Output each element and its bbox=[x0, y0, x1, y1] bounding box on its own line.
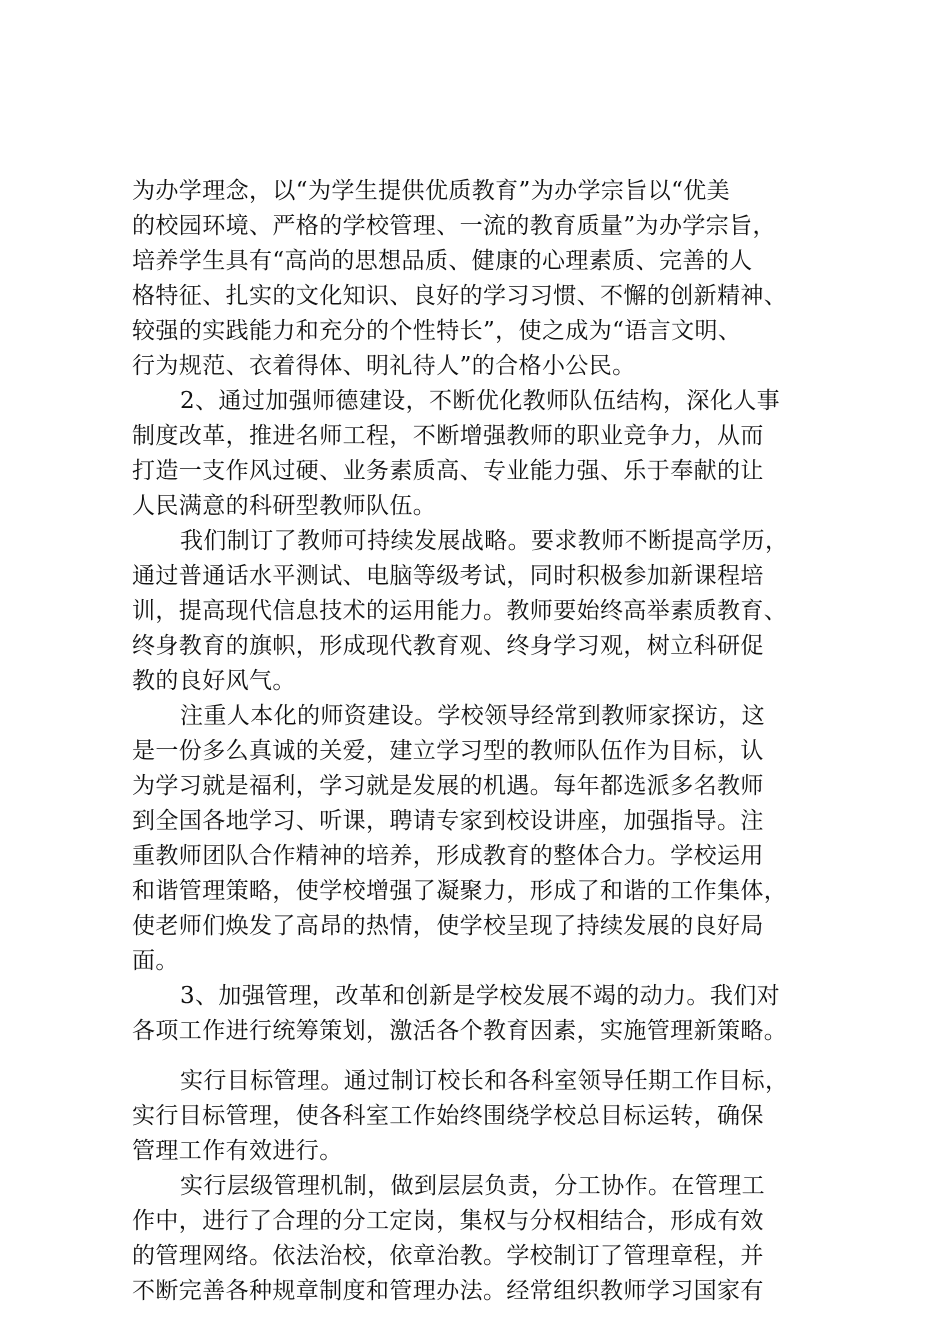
text-line: 为学习就是福利，学习就是发展的机遇。每年都选派多名教师 bbox=[132, 773, 764, 799]
text-line: 的管理网络。依法治校，依章治教。学校制订了管理章程，并 bbox=[132, 1243, 764, 1269]
text-line: 打造一支作风过硬、业务素质高、专业能力强、乐于奉献的让 bbox=[132, 458, 764, 484]
paragraph-start: 2、通过加强师德建设，不断优化教师队伍结构，深化人事 bbox=[180, 388, 781, 414]
text-line: 管理工作有效进行。 bbox=[132, 1138, 343, 1164]
text-line: 作中，进行了合理的分工定岗，集权与分权相结合，形成有效 bbox=[132, 1208, 764, 1234]
paragraph-start: 注重人本化的师资建设。学校领导经常到教师家探访，这 bbox=[180, 703, 765, 729]
text-line: 的校园环境、严格的学校管理、一流的教育质量”为办学宗旨， bbox=[132, 213, 776, 239]
paragraph-start: 实行层级管理机制，做到层层负责，分工协作。在管理工 bbox=[180, 1173, 765, 1199]
paragraph-start: 我们制订了教师可持续发展战略。要求教师不断提高学历， bbox=[180, 528, 789, 554]
text-line: 为办学理念，以“为学生提供优质教育”为办学宗旨以“优美 bbox=[132, 178, 731, 204]
text-line: 培养学生具有“高尚的思想品质、健康的心理素质、完善的人 bbox=[132, 248, 753, 274]
text-line: 训，提高现代信息技术的运用能力。教师要始终高举素质教育、 bbox=[132, 598, 788, 624]
text-line: 格特征、扎实的文化知识、良好的学习习惯、不懈的创新精神、 bbox=[132, 283, 788, 309]
text-line: 人民满意的科研型教师队伍。 bbox=[132, 493, 437, 519]
text-line: 通过普通话水平测试、电脑等级考试，同时积极参加新课程培 bbox=[132, 563, 764, 589]
text-line: 终身教育的旗帜，形成现代教育观、终身学习观，树立科研促 bbox=[132, 633, 764, 659]
text-line: 是一份多么真诚的关爱，建立学习型的教师队伍作为目标，认 bbox=[132, 738, 764, 764]
paragraph-start: 3、加强管理，改革和创新是学校发展不竭的动力。我们对 bbox=[180, 983, 781, 1009]
text-line: 面。 bbox=[132, 948, 179, 974]
text-line: 到全国各地学习、听课，聘请专家到校设讲座，加强指导。注 bbox=[132, 808, 764, 834]
text-line: 不断完善各种规章制度和管理办法。经常组织教师学习国家有 bbox=[132, 1278, 764, 1304]
text-line: 教的良好风气。 bbox=[132, 668, 296, 694]
text-line: 实行目标管理，使各科室工作始终围绕学校总目标运转，确保 bbox=[132, 1103, 764, 1129]
text-line: 制度改革，推进名师工程，不断增强教师的职业竞争力，从而 bbox=[132, 423, 764, 449]
text-line: 较强的实践能力和充分的个性特长”，使之成为“语言文明、 bbox=[132, 318, 742, 344]
text-line: 行为规范、衣着得体、明礼待人”的合格小公民。 bbox=[132, 353, 636, 379]
text-line: 和谐管理策略，使学校增强了凝聚力，形成了和谐的工作集体， bbox=[132, 878, 788, 904]
text-line: 各项工作进行统筹策划，激活各个教育因素，实施管理新策略。 bbox=[132, 1018, 788, 1044]
text-line: 使老师们焕发了高昂的热情，使学校呈现了持续发展的良好局 bbox=[132, 913, 764, 939]
text-line: 重教师团队合作精神的培养，形成教育的整体合力。学校运用 bbox=[132, 843, 764, 869]
paragraph-start: 实行目标管理。通过制订校长和各科室领导任期工作目标， bbox=[180, 1068, 789, 1094]
